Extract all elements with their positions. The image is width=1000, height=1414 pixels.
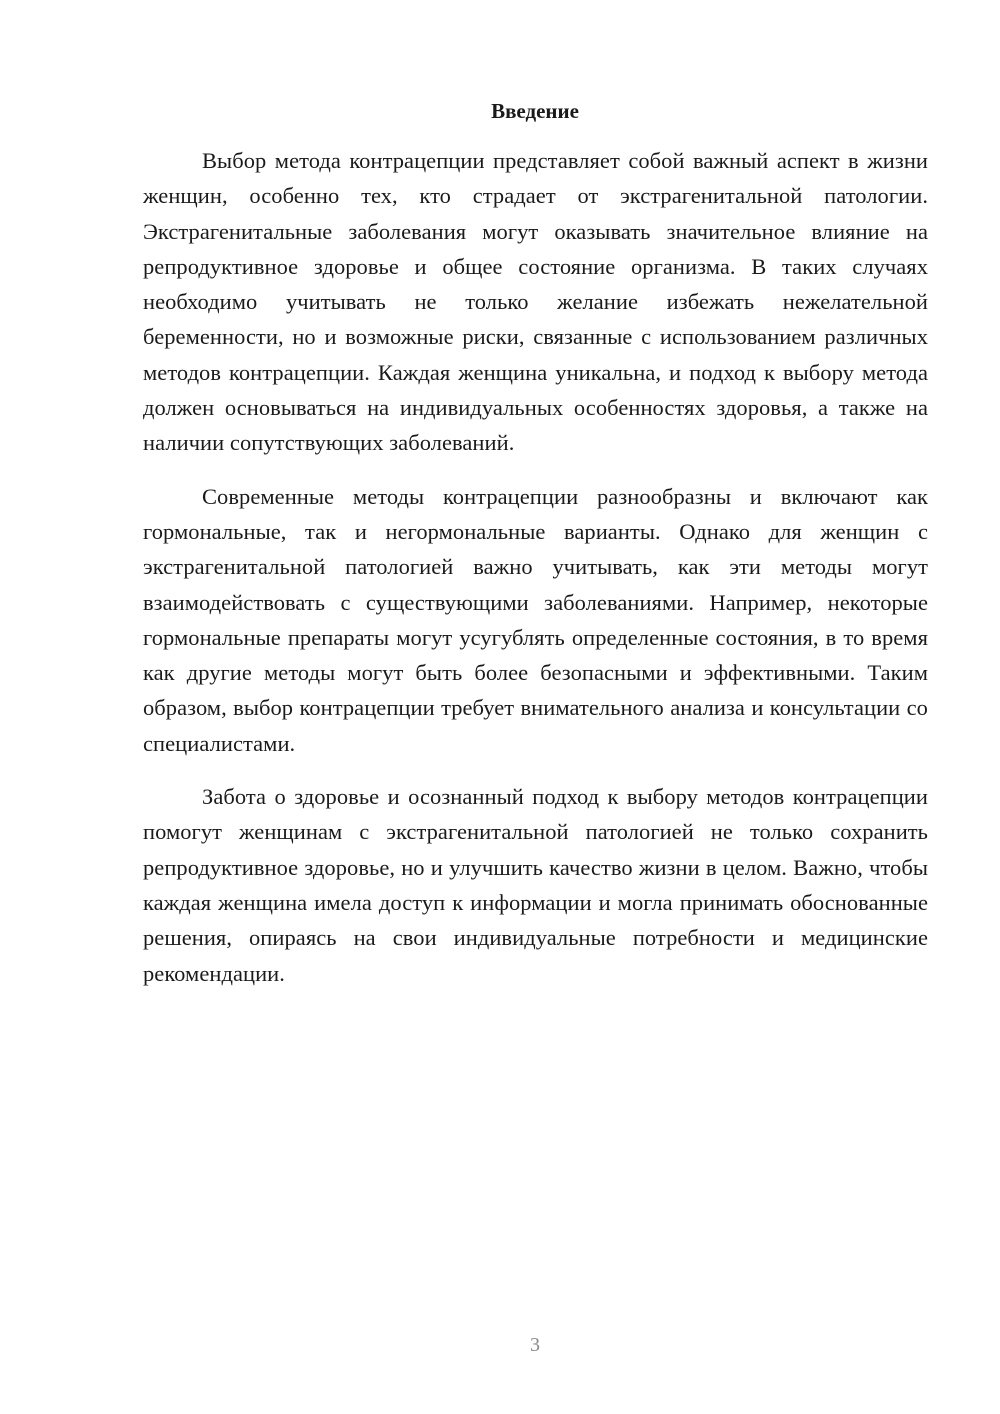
body-text <box>143 143 928 991</box>
section-title: Введение <box>491 99 579 123</box>
paragraph-1: Выбор метода контрацепции представляет собой важный аспект в жизни женщин, особенно тех, кто страдает от экстрагенитальной патологии. Экстрагенитальные заболевания могут оказывать значительное влияние на репродуктивное здоровье и общее состояние организма. В таких случаях необходимо учитывать не только желание избежать нежелательной беременности, но и возможные риски, связанные с использованием различных методов контрацепции. Каждая женщина уникальна, и подход к выбору метода должен основываться на индивидуальных особенностях здоровья, а также на наличии сопутствующих заболеваний. <box>143 148 928 456</box>
paragraph-3: Забота о здоровье и осознанный подход к выбору методов контрацепции помогут женщинам с экстрагенитальной патологией не только сохранить репродуктивное здоровье, но и улучшить качество жизни в целом. Важно, чтобы каждая женщина имела доступ к информации и могла принимать обоснованные решения, опираясь на свои индивидуальные потребности и медицинские рекомендации. <box>143 784 928 986</box>
page-number: 3 <box>530 1334 540 1356</box>
paragraph-2: Современные методы контрацепции разнообразны и включают как гормональные, так и негормональные варианты. Однако для женщин с экстрагенитальной патологией важно учитывать, как эти методы могут взаимодействовать с существующими заболеваниями. Например, некоторые гормональные препараты могут усугублять определенные состояния, в то время как другие методы могут быть более безопасными и эффективными. Таким образом, выбор контрацепции требует внимательного анализа и консультации со специалистами. <box>143 483 928 756</box>
